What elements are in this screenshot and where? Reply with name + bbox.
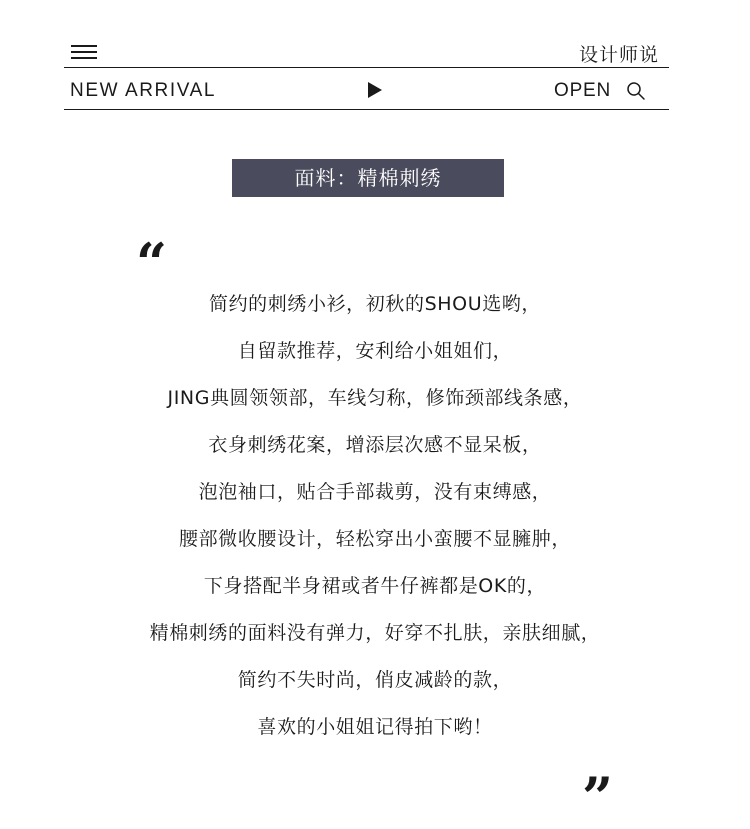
- product-description: [0, 283, 750, 753]
- header-top: [64, 38, 669, 68]
- open-quote-icon: “: [136, 231, 168, 295]
- description-line: 喜欢的小姐姐记得拍下哟！: [257, 716, 493, 738]
- description-line: 自留款推荐，安利给小姐姐们，: [237, 340, 513, 362]
- hamburger-menu-icon[interactable]: [71, 45, 97, 59]
- description-line: 腰部微收腰设计，轻松穿出小蛮腰不显臃肿，: [178, 528, 571, 550]
- description-line: 下身搭配半身裙或者牛仔裤都是OK的，: [203, 575, 547, 597]
- header-divider-bottom: [64, 109, 669, 110]
- description-line: 泡泡袖口，贴合手部裁剪，没有束缚感，: [198, 481, 552, 503]
- open-button[interactable]: OPEN: [554, 80, 612, 101]
- fabric-badge: 面料：精棉刺绣: [232, 159, 504, 197]
- close-quote-icon: ”: [582, 765, 614, 829]
- description-line: 精棉刺绣的面料没有弹力，好穿不扎肤，亲肤细腻，: [149, 622, 601, 644]
- description-line: 简约不失时尚，俏皮减龄的款，: [237, 669, 513, 691]
- play-icon[interactable]: [368, 82, 382, 98]
- nav-bar: [64, 68, 669, 109]
- description-line: 衣身刺绣花案，增添层次感不显呆板，: [208, 434, 542, 456]
- description-line: 简约的刺绣小衫，初秋的SHOU选哟，: [208, 293, 541, 315]
- description-line: JING典圆领领部，车线匀称，修饰颈部线条感，: [167, 387, 583, 409]
- new-arrival-label: NEW ARRIVAL: [70, 80, 217, 101]
- search-icon[interactable]: [626, 81, 646, 101]
- designer-say-label: 设计师说: [578, 44, 659, 66]
